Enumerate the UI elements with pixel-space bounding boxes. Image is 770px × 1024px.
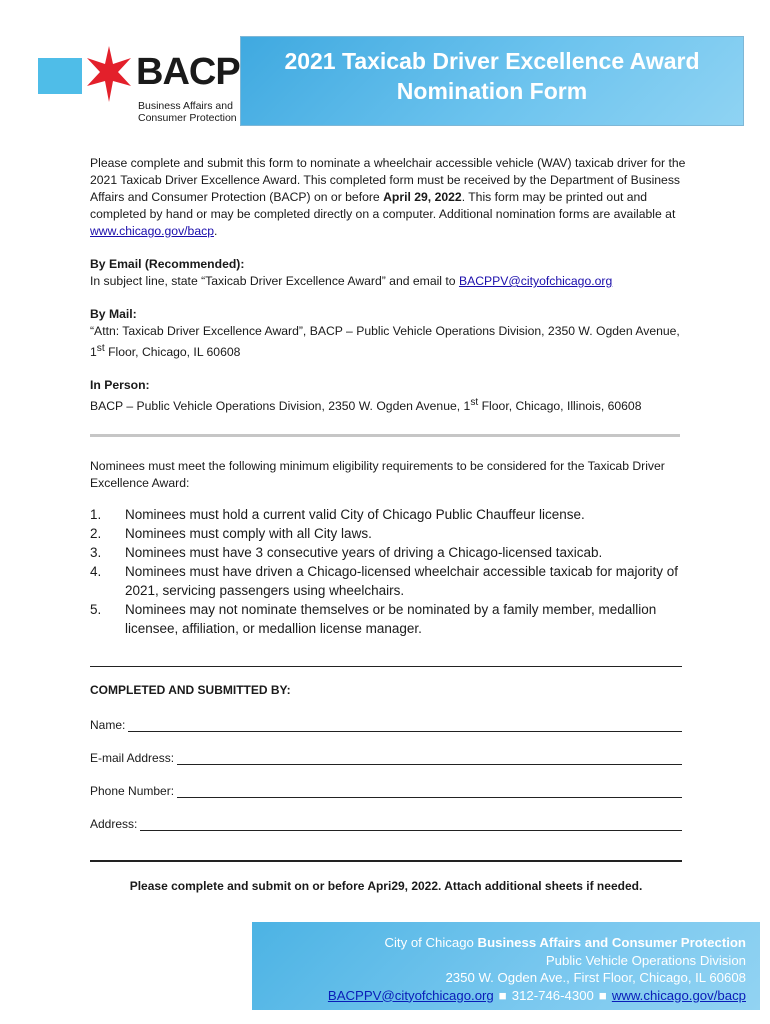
footer-line-2: Public Vehicle Operations Division (545, 952, 746, 968)
footer-line-1: City of Chicago Business Affairs and Consumer Protection (384, 935, 746, 950)
bacp-website-link[interactable]: www.chicago.gov/bacp (90, 224, 214, 238)
name-field: Name: (90, 715, 682, 732)
email-input[interactable] (177, 752, 682, 765)
deadline: April 29, 2022 (383, 190, 462, 204)
email-link[interactable]: BACPPV@cityofchicago.org (458, 274, 613, 288)
address-input[interactable] (140, 818, 682, 831)
footer-line-4 (252, 987, 746, 1005)
logo-subtitle: Business Affairs and Consumer Protection (138, 100, 237, 124)
in-person-heading: In Person: (90, 378, 150, 393)
logo-blue-square (38, 58, 82, 94)
footer-contact-banner (252, 922, 760, 1010)
list-item: 2. Nominees must comply with all City laws. (90, 526, 372, 541)
list-item: 1. Nominees must hold a current valid City of Chicago Public Chauffeur license. (90, 507, 585, 522)
list-item: 3. Nominees must have 3 consecutive years of driving a Chicago-licensed taxicab. (90, 545, 603, 560)
eligibility-intro: Nominees must meet the following minimum eligibility requirements to be considered for the Taxicab Driver Excellence Award: (90, 459, 665, 490)
instructions (90, 155, 690, 431)
email-heading: By Email (Recommended): (90, 257, 245, 271)
section-divider (90, 434, 680, 437)
address-continuation-line[interactable] (90, 860, 682, 862)
requirements-list (90, 505, 680, 638)
title-line-1: 2021 Taxicab Driver Excellence Award (284, 48, 700, 74)
title-line-2: Nomination Form (396, 78, 588, 104)
list-item: 5. Nominees may not nominate themselves or be nominated by a family member, medallion licensee, affiliation, or medallion license manager. (90, 602, 657, 636)
email-section: By Email (Recommended): In subject line, state “Taxicab Driver Excellence Award” and email to BACPPV@cityofchicago.org (90, 257, 613, 288)
phone-input[interactable] (177, 785, 682, 798)
email-field: E-mail Address: (90, 748, 682, 765)
submitter-form (90, 683, 682, 847)
form-divider (90, 666, 682, 667)
in-person-section: In Person: BACP – Public Vehicle Operations Division, 2350 W. Ogden Avenue, 1st Floor, Chicago, Illinois, 60608 (90, 378, 642, 414)
square-separator-icon: ■ (498, 987, 507, 1003)
address-field: Address: (90, 814, 682, 831)
square-separator-icon: ■ (598, 987, 607, 1003)
footer-line-3: 2350 W. Ogden Ave., First Floor, Chicago, IL 60608 (445, 970, 746, 985)
submission-note: Please complete and submit on or before Apri29, 2022. Attach additional sheets if needed. (129, 879, 643, 893)
bacp-logo (38, 48, 238, 128)
logo-text: BACP (136, 51, 240, 93)
footer-website-link[interactable]: www.chicago.gov/bacp (611, 987, 746, 1003)
footer-email-link[interactable]: BACPPV@cityofchicago.org (327, 987, 494, 1003)
mail-heading: By Mail: (90, 307, 137, 321)
intro-paragraph: Please complete and submit this form to nominate a wheelchair accessible vehicle (WAV) taxicab driver for the 2021 Taxicab Driver Excellence Award. This completed form must be received by the Department of Business Affairs and Consumer Protection (BACP) on or before April 29, 2022. This form may be printed out and completed by hand or may be completed directly on a computer. Additional nomination forms are available at www.chicago.gov/bacp. (90, 156, 686, 238)
list-item: 4. Nominees must have driven a Chicago-licensed wheelchair accessible taxicab for majority of 2021, servicing passengers using wheelchairs. (90, 564, 679, 598)
phone-field: Phone Number: (90, 781, 682, 798)
mail-section: By Mail: “Attn: Taxicab Driver Excellence Award”, BACP – Public Vehicle Operations Division, 2350 W. Ogden Avenue, 1st Floor, Chicago, IL 60608 (90, 307, 680, 360)
footer-phone: 312-746-4300 (511, 987, 594, 1003)
form-section-title: COMPLETED AND SUBMITTED BY: (90, 683, 291, 697)
chicago-star-icon (84, 44, 134, 104)
name-input[interactable] (128, 719, 682, 732)
form-title-banner (240, 36, 744, 126)
